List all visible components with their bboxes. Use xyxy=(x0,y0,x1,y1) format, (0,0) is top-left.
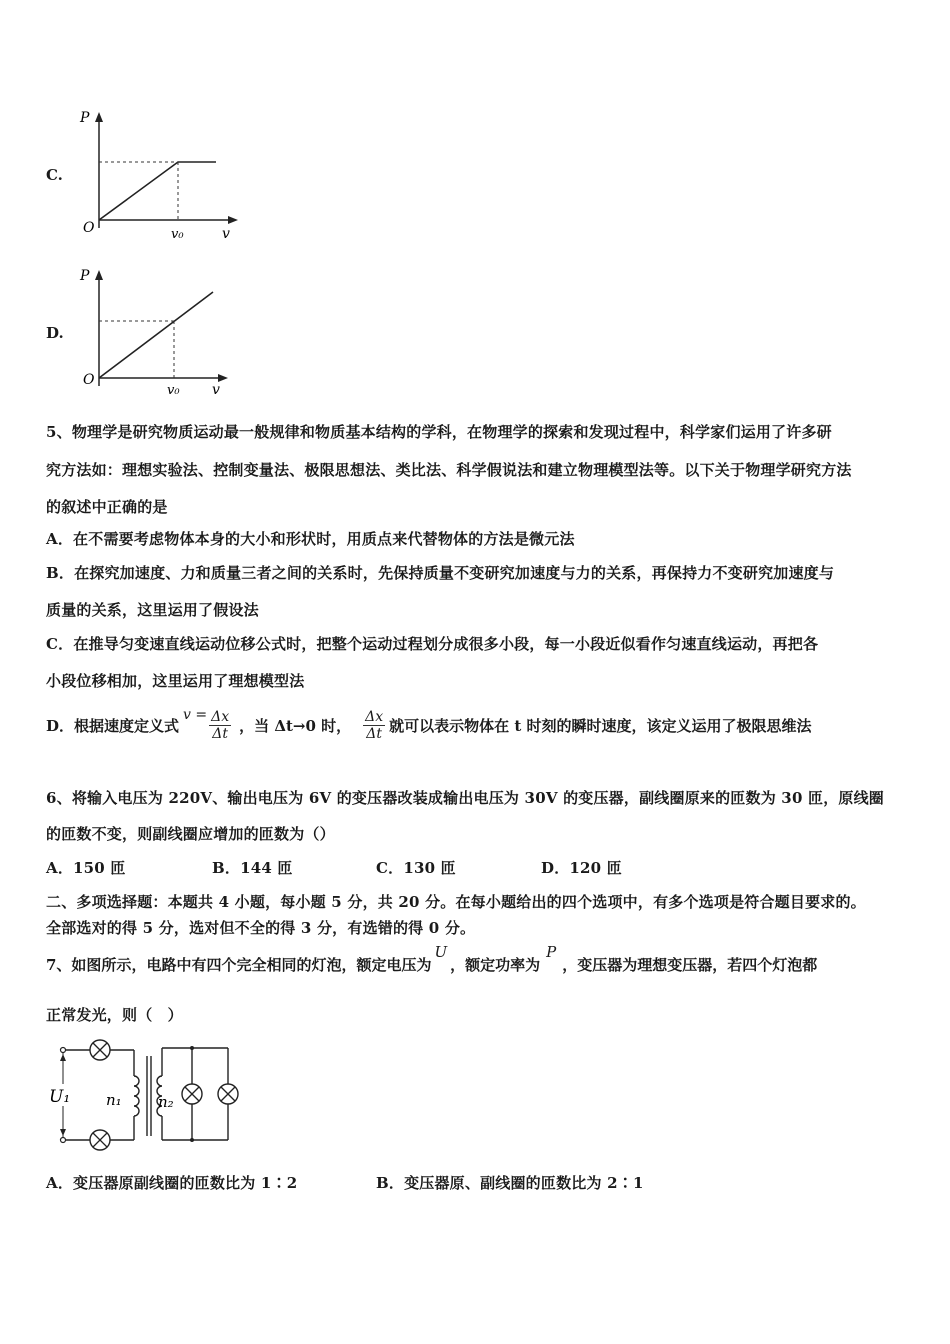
terminal-bottom xyxy=(61,1138,66,1143)
fraction2-numerator: Δx xyxy=(365,708,384,725)
q5-option-c-line1: C．在推导匀变速直线运动位移公式时，把整个运动过程划分成很多小段，每一小段近似看作匀速直线运动，再把各 xyxy=(46,635,819,653)
option-c-label: C. xyxy=(46,166,63,184)
q5-option-d-mid: ，当 Δt→0 时， xyxy=(239,716,352,735)
u1-label: U₁ xyxy=(49,1087,71,1107)
lamp-top-primary xyxy=(90,1040,110,1060)
velocity-fraction xyxy=(209,709,231,742)
q7-stem-part2: ，额定功率为 xyxy=(450,955,541,974)
fraction-denominator: Δt xyxy=(212,725,228,742)
section2-line1: 二、多项选择题：本题共 4 小题，每小题 5 分，共 20 分。在每小题给出的四个选项中，有多个选项是符合题目要求的。 xyxy=(46,893,866,911)
fraction2-denominator: Δt xyxy=(366,725,383,742)
graph-c-y-label: P xyxy=(80,110,90,126)
lamp-bottom-primary xyxy=(90,1130,110,1150)
graph-d-x-arrow xyxy=(218,374,228,382)
q6-option-c: C．130 匝 xyxy=(376,859,456,877)
q7-stem-part3: ，变压器为理想变压器，若四个灯泡都 xyxy=(562,955,818,974)
section2-line2: 全部选对的得 5 分，选对但不全的得 3 分，有选错的得 0 分。 xyxy=(46,919,476,937)
transformer-circuit xyxy=(44,1036,254,1154)
q7-option-a: A．变压器原副线圈的匝数比为 1∶2 xyxy=(46,1174,298,1192)
graph-c-origin: O xyxy=(83,220,95,236)
graph-d-tick: v₀ xyxy=(167,383,180,398)
graph-d-y-arrow xyxy=(95,270,103,280)
graph-d xyxy=(72,262,242,402)
n1-label: n₁ xyxy=(106,1091,122,1109)
voltage-symbol: U xyxy=(434,943,448,961)
graph-c-y-arrow xyxy=(95,112,103,122)
q5-stem-line3: 的叙述中正确的是 xyxy=(46,498,168,516)
graph-c xyxy=(72,104,242,244)
q5-option-a: A．在不需要考虑物体本身的大小和形状时，用质点来代替物体的方法是微元法 xyxy=(46,530,575,548)
q7-option-b: B．变压器原、副线圈的匝数比为 2∶1 xyxy=(376,1174,644,1192)
q5-option-d-suffix: 就可以表示物体在 t 时刻的瞬时速度，该定义运用了极限思维法 xyxy=(389,716,812,735)
q7-stem-line1 xyxy=(46,944,817,984)
lamp-secondary-2 xyxy=(218,1084,238,1104)
power-symbol: P xyxy=(546,943,557,961)
lamp-secondary-1 xyxy=(182,1084,202,1104)
primary-coil xyxy=(134,1076,139,1116)
graph-d-x-label: v xyxy=(212,382,220,398)
q5-option-b-line1: B．在探究加速度、力和质量三者之间的关系时，先保持质量不变研究加速度与力的关系，再保持力不变研究加速度与 xyxy=(46,564,835,582)
graph-c-curve xyxy=(99,162,216,220)
q6-stem-line1: 6、将输入电压为 220V、输出电压为 6V 的变压器改装成输出电压为 30V 的变压器，副线圈原来的匝数为 30 匝，原线圈 xyxy=(46,789,885,807)
q5-stem-line2: 究方法如：理想实验法、控制变量法、极限思想法、类比法、科学假说法和建立物理模型法等。以下关于物理学研究方法 xyxy=(46,461,852,479)
graph-c-x-arrow xyxy=(228,216,238,224)
graph-d-y-label: P xyxy=(80,268,90,284)
graph-d-curve xyxy=(99,292,213,378)
q5-stem-line1: 5、物理学是研究物质运动最一般规律和物质基本结构的学科，在物理学的探索和发现过程中，科学家们运用了许多研 xyxy=(46,423,832,441)
velocity-fraction-2 xyxy=(363,709,385,742)
q5-option-c-line2: 小段位移相加，这里运用了理想模型法 xyxy=(46,672,305,690)
q6-stem-line2: 的匝数不变，则副线圈应增加的匝数为（） xyxy=(46,825,335,843)
q6-option-a: A．150 匝 xyxy=(46,859,126,877)
q7-stem-line2: 正常发光，则（ ） xyxy=(46,1006,183,1024)
terminal-top xyxy=(61,1048,66,1053)
option-d-label: D. xyxy=(46,324,64,342)
n2-label: n₂ xyxy=(158,1093,174,1111)
q6-option-d: D．120 匝 xyxy=(541,859,622,877)
q6-option-b: B．144 匝 xyxy=(212,859,293,877)
graph-c-x-label: v xyxy=(222,226,230,242)
fraction-numerator: Δx xyxy=(211,708,230,725)
graph-d-origin: O xyxy=(83,372,95,388)
q5-option-b-line2: 质量的关系，这里运用了假设法 xyxy=(46,601,259,619)
velocity-symbol: v = xyxy=(183,707,208,723)
q5-option-d xyxy=(46,703,812,747)
q5-option-d-prefix: D．根据速度定义式 xyxy=(46,716,180,735)
graph-c-tick: v₀ xyxy=(171,227,184,242)
q7-stem-part1: 7、如图所示，电路中有四个完全相同的灯泡，额定电压为 xyxy=(46,955,432,974)
